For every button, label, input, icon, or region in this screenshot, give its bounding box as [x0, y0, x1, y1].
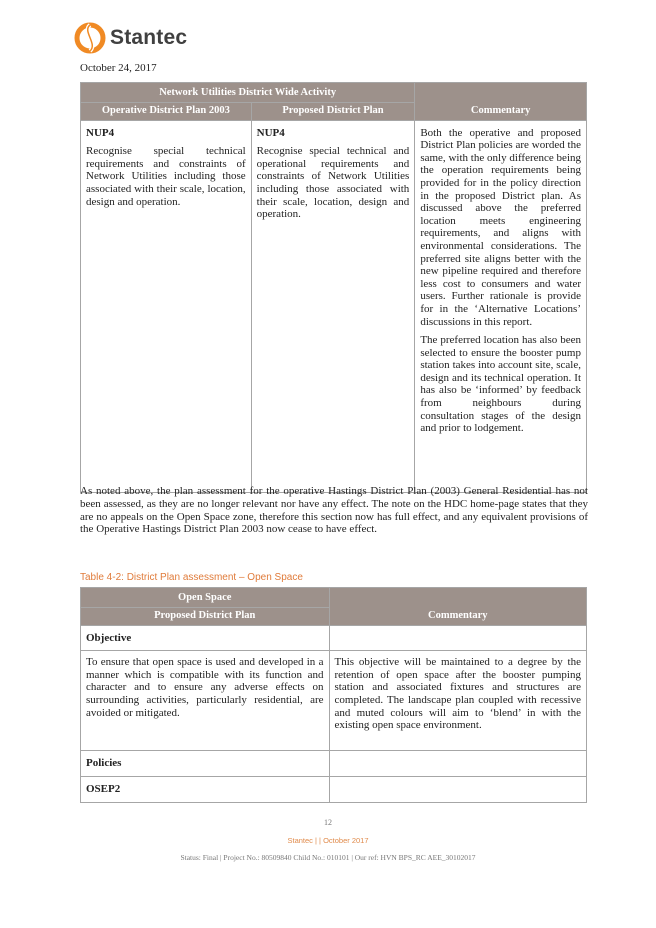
table1-col-proposed: Proposed District Plan — [251, 103, 415, 121]
commentary-cell — [415, 120, 587, 492]
objective-label-empty — [329, 625, 587, 651]
proposed-code: NUP4 — [256, 126, 285, 139]
open-space-table — [80, 587, 587, 803]
table1-title: Network Utilities District Wide Activity — [81, 83, 415, 103]
commentary-paragraph-1: Both the operative and proposed District Plan policies are worded the same, with the only difference being the operation requirements being provided for in the policy direction in the proposed District plan. As discussed above the preferred location meets engineering requirements, and aligns with environmental considerations. The preferred site aligns better with the new pipeline required and therefore less cost to consumers and water users. Further rationale is provide for in the ‘Alternative Locations’ discussions in this report. — [420, 126, 581, 328]
objective-label: Objective — [81, 625, 330, 651]
policies-empty — [329, 751, 587, 777]
stantec-logo-icon — [74, 22, 106, 54]
objective-text: To ensure that open space is used and developed in a manner which is compatible with its function and character and to ensure any adverse effects on surrounding activities, particularly residential, are avoided or mitigated. — [81, 651, 330, 751]
table2-caption: Table 4-2: District Plan assessment – Open Space — [80, 572, 303, 583]
commentary-paragraph-2: The preferred location has also been selected to ensure the booster pump station takes into account site, scale, design and its technical operation. It has also be ‘informed’ by feedback from neighbours during consultation stages of the design and prior to lodgement. — [420, 334, 581, 435]
operative-cell — [81, 120, 252, 492]
logo-text: Stantec — [110, 26, 188, 49]
page-number: 12 — [324, 818, 332, 827]
network-utilities-table — [80, 82, 587, 493]
policies-label: Policies — [81, 751, 330, 777]
osep2-empty — [329, 777, 587, 803]
table2-col-commentary: Commentary — [329, 588, 587, 626]
objective-comment: This objective will be maintained to a degree by the retention of open space after the booster pumping station and associated fixtures and structures are completed. The landscape plan coupled with recessive and muted colours will aim to ‘blend’ in with the existing open space environment. — [329, 651, 587, 751]
table1-col-operative: Operative District Plan 2003 — [81, 103, 252, 121]
proposed-cell — [251, 120, 415, 492]
table2-title: Open Space — [81, 588, 330, 608]
footer-line-1: Stantec | | October 2017 — [287, 836, 369, 845]
proposed-text: Recognise special technical and operational requirements and constraints of Network Utilities including those associated with their scale, location, design and operation. — [256, 145, 410, 221]
assessment-note: As noted above, the plan assessment for the operative Hastings District Plan (2003) General Residential has not been assessed, as they are no longer relevant nor have any effect. The note on the HDC home-page states that they are no appeals on the Open Space zone, therefore this section now has full effect, and any equivalent provisions of the Operative Hastings District Plan 2003 now cease to have effect. — [80, 485, 588, 536]
footer-line-2: Status: Final | Project No.: 80509840 Child No.: 010101 | Our ref: HVN BPS_RC AEE_30102017 — [180, 853, 476, 862]
stantec-logo — [74, 22, 187, 54]
osep2-label: OSEP2 — [81, 777, 330, 803]
operative-code: NUP4 — [86, 126, 115, 139]
operative-text: Recognise special technical requirements and constraints of Network Utilities including those associated with their scale, location, design and operation. — [86, 145, 246, 208]
document-date: October 24, 2017 — [80, 62, 157, 74]
table2-col-proposed: Proposed District Plan — [81, 608, 330, 626]
table1-col-commentary: Commentary — [415, 83, 587, 121]
